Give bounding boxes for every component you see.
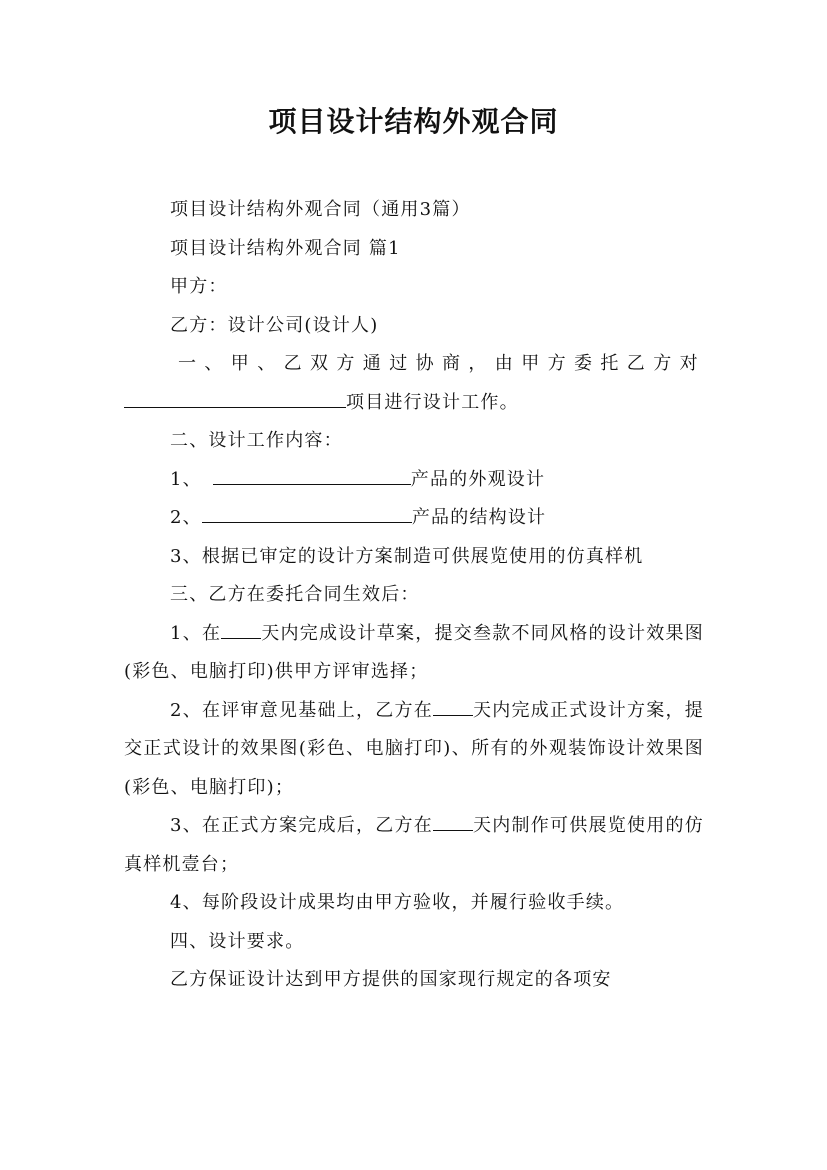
blank-days-prototype [433,813,473,831]
blank-structure-product [202,505,412,523]
item-2-1-text: 产品的外观设计 [410,468,546,490]
paragraph-article-heading: 项目设计结构外观合同 篇1 [170,237,401,259]
paragraph-clause-1: 一、甲、乙双方通过协商，由甲方委托乙方对 [178,353,706,374]
item-3-3-prefix: 3、在正式方案完成后，乙方在 [170,815,433,836]
paragraph-clause-4: 四、设计要求。 [170,930,305,952]
paragraph-item-2-3: 3、根据已审定的设计方案制造可供展览使用的仿真样机 [170,545,644,567]
item-3-1-prefix: 1、在 [170,622,222,644]
paragraph-clause-2: 二、设计工作内容： [170,430,343,451]
paragraph-party-a: 甲方： [170,276,228,297]
paragraph-item-3-4: 4、每阶段设计成果均由甲方验收，并履行验收手续。 [170,892,625,913]
item-2-2-prefix: 2、 [170,507,202,528]
item-3-2-prefix: 2、在评审意见基础上，乙方在 [170,699,433,721]
clause-1-cont-text: 项目进行设计工作。 [346,391,519,413]
document-title: 项目设计结构外观合同 [268,105,559,138]
document-body [124,191,704,1000]
paragraph-item-2-1 [124,461,704,500]
item-3-1-text: 天内完成设计草案，提交叁款不同风格的设计效果图(彩色、电脑打印)供甲方评审选择； [124,622,704,682]
blank-days-formal [433,698,473,716]
item-3-2-text: 天内完成正式设计方案，提交正式设计的效果图(彩色、电脑打印)、所有的外观装饰设计效果图(彩色、电脑打印)； [124,699,704,798]
blank-appearance-product [213,467,411,485]
item-2-2-text: 产品的结构设计 [411,507,547,528]
blank-project-name [124,390,346,408]
paragraph-item-3-3 [124,807,704,884]
blank-days-draft [221,621,261,639]
paragraph-party-b: 乙方：设计公司(设计人) [170,314,379,336]
paragraph-item-2-2 [124,499,704,538]
paragraph-clause-1-cont [124,384,704,423]
paragraph-collection-title: 项目设计结构外观合同（通用3篇） [170,199,471,220]
paragraph-item-3-1 [124,615,704,692]
paragraph-clause-4-text: 乙方保证设计达到甲方提供的国家现行规定的各项安 [170,969,612,990]
paragraph-clause-3: 三、乙方在委托合同生效后： [170,584,420,605]
paragraph-item-3-2 [124,692,704,808]
item-2-1-prefix: 1、 [170,468,209,490]
item-3-3-text: 天内制作可供展览使用的仿真样机壹台； [124,815,704,875]
